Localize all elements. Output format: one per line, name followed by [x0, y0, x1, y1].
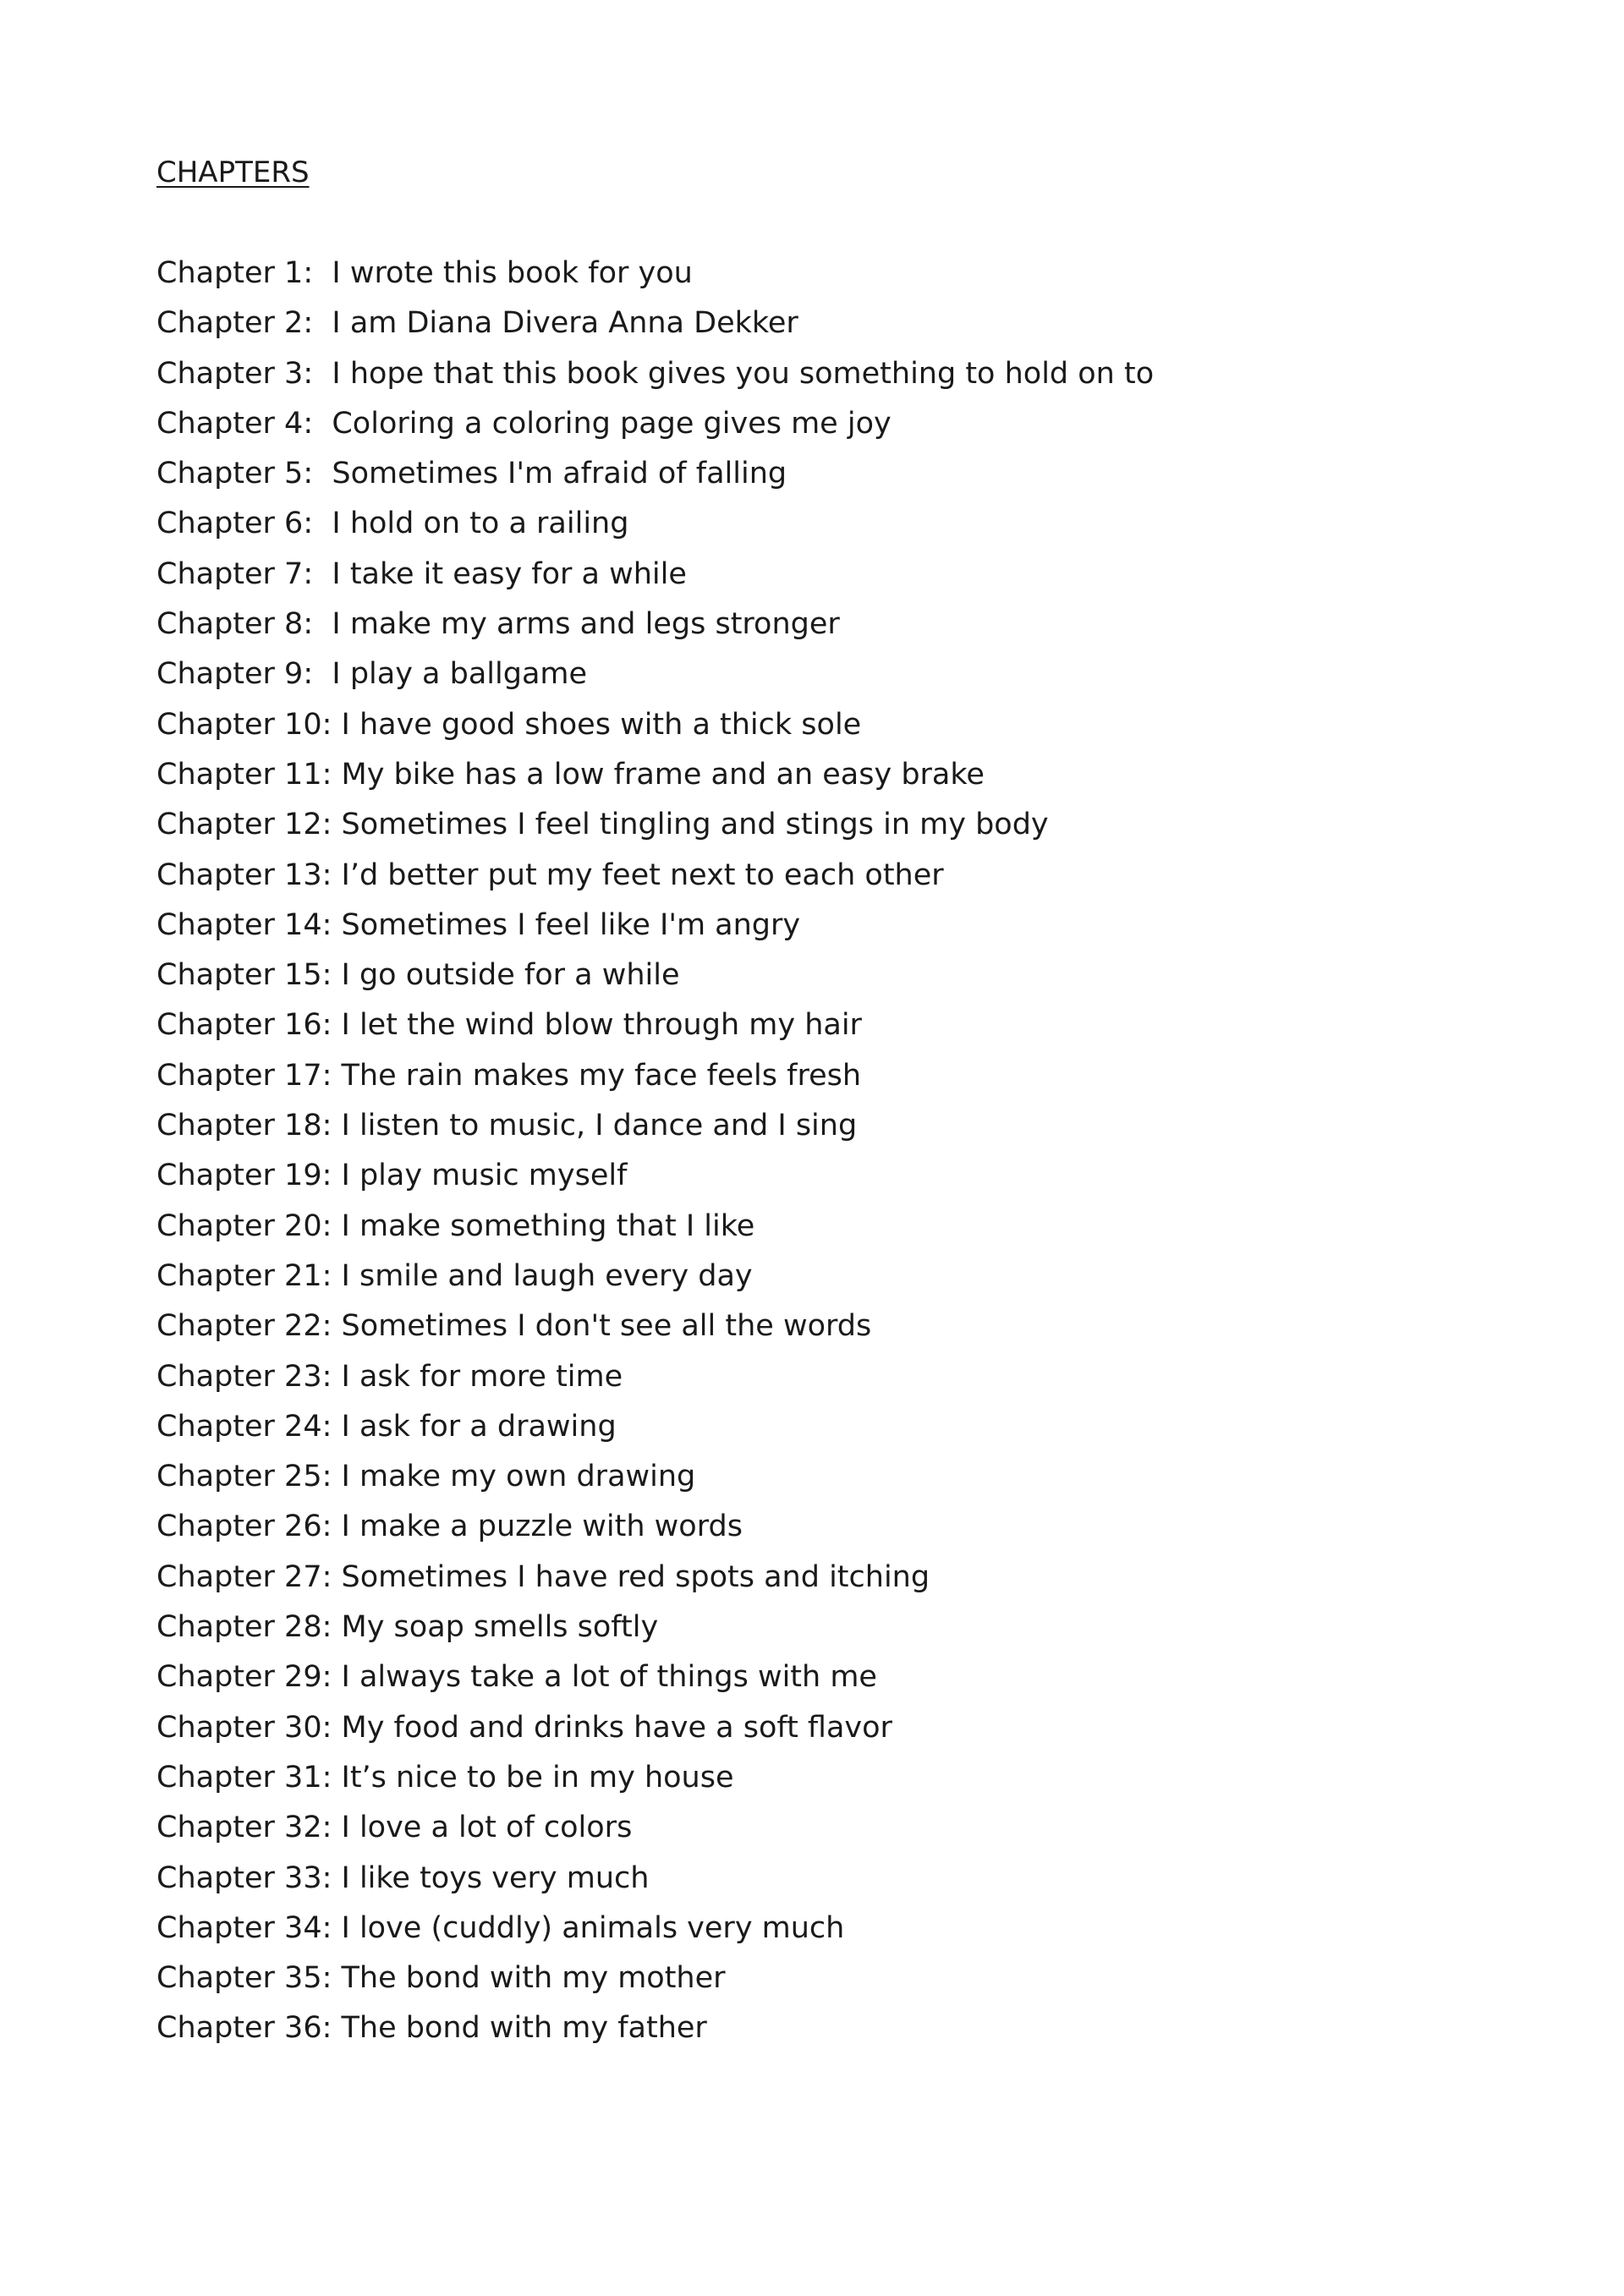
chapter-item: Chapter 4: Coloring a coloring page gives me joy — [156, 406, 892, 441]
chapter-item: Chapter 35: The bond with my mother — [156, 1961, 726, 1996]
chapter-item: Chapter 16: I let the wind blow through my hair — [156, 1008, 862, 1043]
chapter-item: Chapter 5: Sometimes I'm afraid of falling — [156, 457, 787, 491]
chapter-item: Chapter 23: I ask for more time — [156, 1359, 623, 1394]
chapter-item: Chapter 12: Sometimes I feel tingling and stings in my body — [156, 808, 1049, 842]
chapter-item: Chapter 34: I love (cuddly) animals very much — [156, 1910, 845, 1945]
chapter-item: Chapter 3: I hope that this book gives you something to hold on to — [156, 356, 1155, 391]
chapter-item: Chapter 26: I make a puzzle with words — [156, 1510, 743, 1544]
chapter-item: Chapter 33: I like toys very much — [156, 1860, 650, 1895]
chapter-item: Chapter 9: I play a ballgame — [156, 657, 588, 692]
chapter-item: Chapter 21: I smile and laugh every day — [156, 1258, 753, 1293]
chapter-item: Chapter 32: I love a lot of colors — [156, 1811, 633, 1845]
chapter-item: Chapter 24: I ask for a drawing — [156, 1409, 617, 1444]
chapter-item: Chapter 14: Sometimes I feel like I'm angry — [156, 907, 801, 942]
chapter-item: Chapter 8: I make my arms and legs stronger — [156, 607, 840, 642]
chapter-item: Chapter 28: My soap smells softly — [156, 1610, 659, 1645]
page-title: CHAPTERS — [156, 156, 310, 189]
chapter-item: Chapter 10: I have good shoes with a thick sole — [156, 707, 862, 742]
chapter-item: Chapter 1: I wrote this book for you — [156, 256, 693, 290]
chapter-item: Chapter 17: The rain makes my face feels fresh — [156, 1058, 862, 1093]
chapter-item: Chapter 29: I always take a lot of things with me — [156, 1660, 877, 1695]
chapter-item: Chapter 6: I hold on to a railing — [156, 507, 629, 541]
chapter-item: Chapter 22: Sometimes I don't see all the words — [156, 1309, 872, 1344]
chapter-item: Chapter 15: I go outside for a while — [156, 958, 680, 993]
chapter-item: Chapter 25: I make my own drawing — [156, 1460, 696, 1494]
chapter-item: Chapter 18: I listen to music, I dance and I sing — [156, 1109, 858, 1143]
chapter-item: Chapter 13: I’d better put my feet next to each other — [156, 858, 944, 892]
chapter-item: Chapter 27: Sometimes I have red spots and itching — [156, 1559, 930, 1594]
chapter-list — [156, 256, 1154, 2062]
chapter-item: Chapter 11: My bike has a low frame and an easy brake — [156, 757, 985, 792]
chapter-item: Chapter 7: I take it easy for a while — [156, 556, 687, 591]
chapter-item: Chapter 31: It’s nice to be in my house — [156, 1760, 734, 1795]
chapter-item: Chapter 36: The bond with my father — [156, 2011, 707, 2046]
chapter-item: Chapter 30: My food and drinks have a soft flavor — [156, 1710, 892, 1745]
chapter-item: Chapter 20: I make something that I like — [156, 1208, 755, 1243]
chapter-item: Chapter 19: I play music myself — [156, 1159, 628, 1193]
chapter-item: Chapter 2: I am Diana Divera Anna Dekker — [156, 306, 798, 341]
